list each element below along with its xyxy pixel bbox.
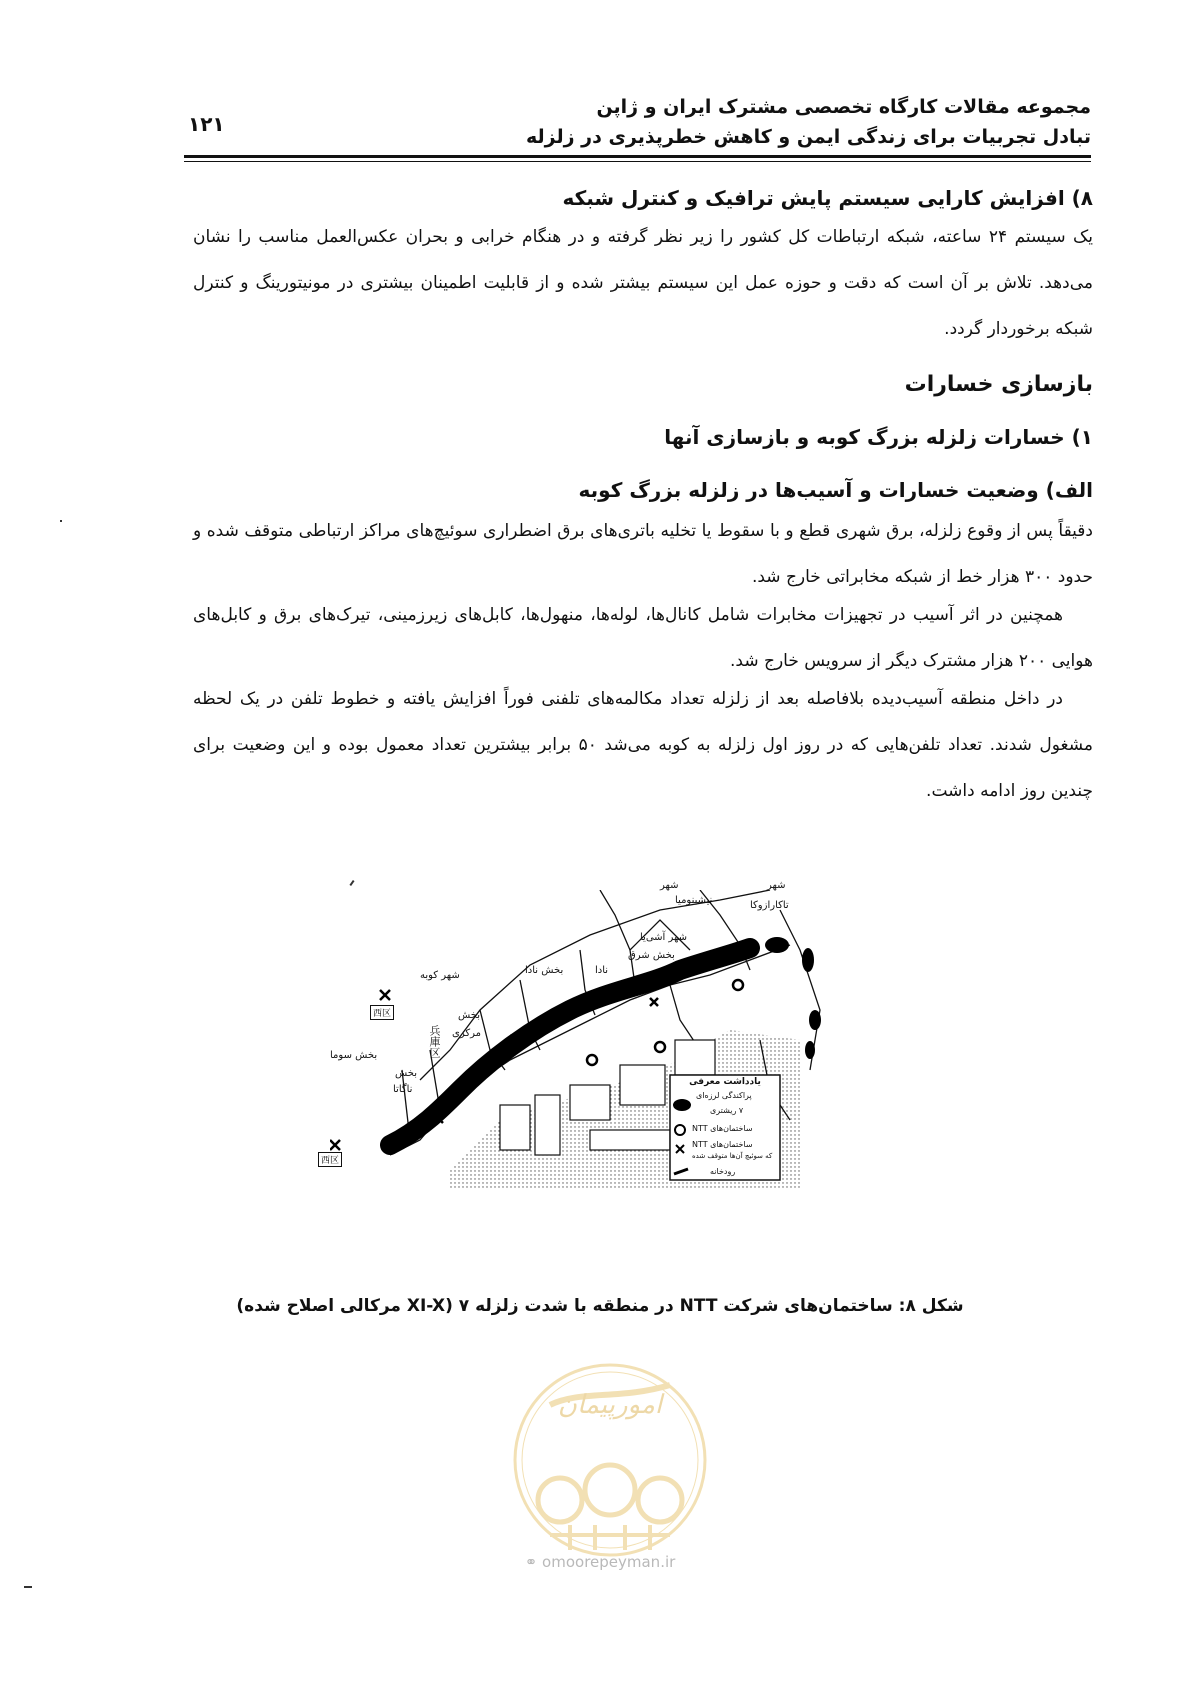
- header-rule-thin: [184, 161, 1091, 162]
- header-rule: [184, 155, 1091, 158]
- watermark-logo-text: امورپیمان: [557, 1390, 663, 1420]
- paragraph-3: در داخل منطقه آسیب‌دیده بلافاصله بعد از زلزله تعداد مکالمه‌های تلفنی فوراً افزایش یافته و خطوط تلفن در یک لحظه مشغول شدند. تعداد تلفن‌هایی که در روز اول زلزله به کوبه می‌شد ۵۰ برابر بیشترین تعداد معمول بوده و این وضعیت برای چندین روز ادامه داشت.: [193, 689, 1093, 801]
- legend-item-1b: ۷ ریشتری: [710, 1106, 744, 1115]
- watermark-url: ⚭ omoorepeyman.ir: [524, 1553, 676, 1571]
- legend-item-1a: پراکندگی لرزه‌ای: [696, 1091, 752, 1100]
- label-hyogo: 兵庫区: [428, 1025, 441, 1058]
- paragraph-2: همچنین در اثر آسیب در تجهیزات مخابرات شامل کانال‌ها، لوله‌ها، منهول‌ها، کابل‌های زیرزمینی، تیرک‌های برق و کابل‌های هوایی ۲۰۰ هزار مشترک دیگر از سرویس خارج شد.: [193, 605, 1093, 671]
- label-nishiku-1: 西区: [370, 1005, 394, 1020]
- legend-title: یادداشت معرفی: [689, 1077, 761, 1087]
- label-kobe: شهر کوبه: [420, 970, 460, 981]
- watermark-logo: [480, 1350, 740, 1570]
- figure-caption: شکل ۸: ساختمان‌های شرکت NTT در منطقه با شدت زلزله ۷ (XI-X مرکالی اصلاح شده): [236, 1296, 964, 1316]
- rebuild-heading: بازسازی خسارات: [904, 372, 1093, 397]
- section-8-paragraph: یک سیستم ۲۴ ساعته، شبکه ارتباطات کل کشور را زیر نظر گرفته و در هنگام خرابی و بحران عکس‌العمل مناسب را نشان می‌دهد. تلاش بر آن است که دقت و حوزه عمل این سیستم بیشتر شده و از قابلیت اطمینان بیشتری در مونیتورینگ و کنترل شبکه برخوردار گردد.: [193, 227, 1093, 339]
- label-nishinomiya: شهر: [660, 880, 679, 891]
- section-a-heading: الف) وضعیت خسارات و آسیب‌ها در زلزله بزرگ کوبه: [578, 478, 1093, 502]
- scan-speck: [60, 520, 62, 522]
- legend-item-4: رودخانه: [710, 1167, 736, 1176]
- legend-item-3b: که سوئیچ آن‌ها متوقف شده: [692, 1152, 773, 1160]
- label-suma: بخش سوما: [330, 1050, 378, 1061]
- kobe-earthquake-map: [321, 880, 850, 1280]
- label-takarazuka-2: تاکارازوکا: [750, 900, 789, 911]
- label-nishiku-2: 西区: [318, 1152, 342, 1167]
- label-nada-ward: بخش نادا: [525, 965, 564, 976]
- label-nagata-2: ناگاتا: [393, 1084, 413, 1095]
- header-line-1: مجموعه مقالات کارگاه تخصصی مشترک ایران و ژاپن: [596, 96, 1091, 118]
- label-ashiya: شهر آشی‌یا: [640, 932, 688, 943]
- legend-item-2: ساختمان‌های NTT: [692, 1124, 753, 1133]
- label-higashinada: بخش شرق: [628, 950, 675, 961]
- label-nada: نادا: [595, 965, 609, 976]
- label-chuo-2: مرکزی: [452, 1028, 481, 1039]
- label-chuo: بخش: [458, 1010, 480, 1021]
- section-8-heading: ۸) افزایش کارایی سیستم پایش ترافیک و کنترل شبکه: [562, 186, 1093, 210]
- legend-item-3a: ساختمان‌های NTT: [692, 1140, 753, 1149]
- section-1-heading: ۱) خسارات زلزله بزرگ کوبه و بازسازی آنها: [664, 425, 1093, 449]
- running-header: [391, 92, 1091, 152]
- label-nagata: بخش: [395, 1068, 417, 1079]
- header-line-2: تبادل تجربیات برای زندگی ایمن و کاهش خطرپذیری در زلزله: [526, 126, 1091, 148]
- label-nishinomiya-2: نیشینومیا: [675, 895, 713, 906]
- scan-speck: [349, 880, 354, 886]
- paragraph-1: دقیقاً پس از وقوع زلزله، برق شهری قطع و با سقوط یا تخلیه باتری‌های برق اضطراری سوئیچ‌های مراکز ارتباطی متوقف شده و حدود ۳۰۰ هزار خط از شبکه مخابراتی خارج شد.: [193, 521, 1093, 587]
- page-number: ۱۲۱: [188, 112, 225, 136]
- scan-speck: [24, 1586, 32, 1588]
- label-takarazuka: شهر: [767, 880, 786, 891]
